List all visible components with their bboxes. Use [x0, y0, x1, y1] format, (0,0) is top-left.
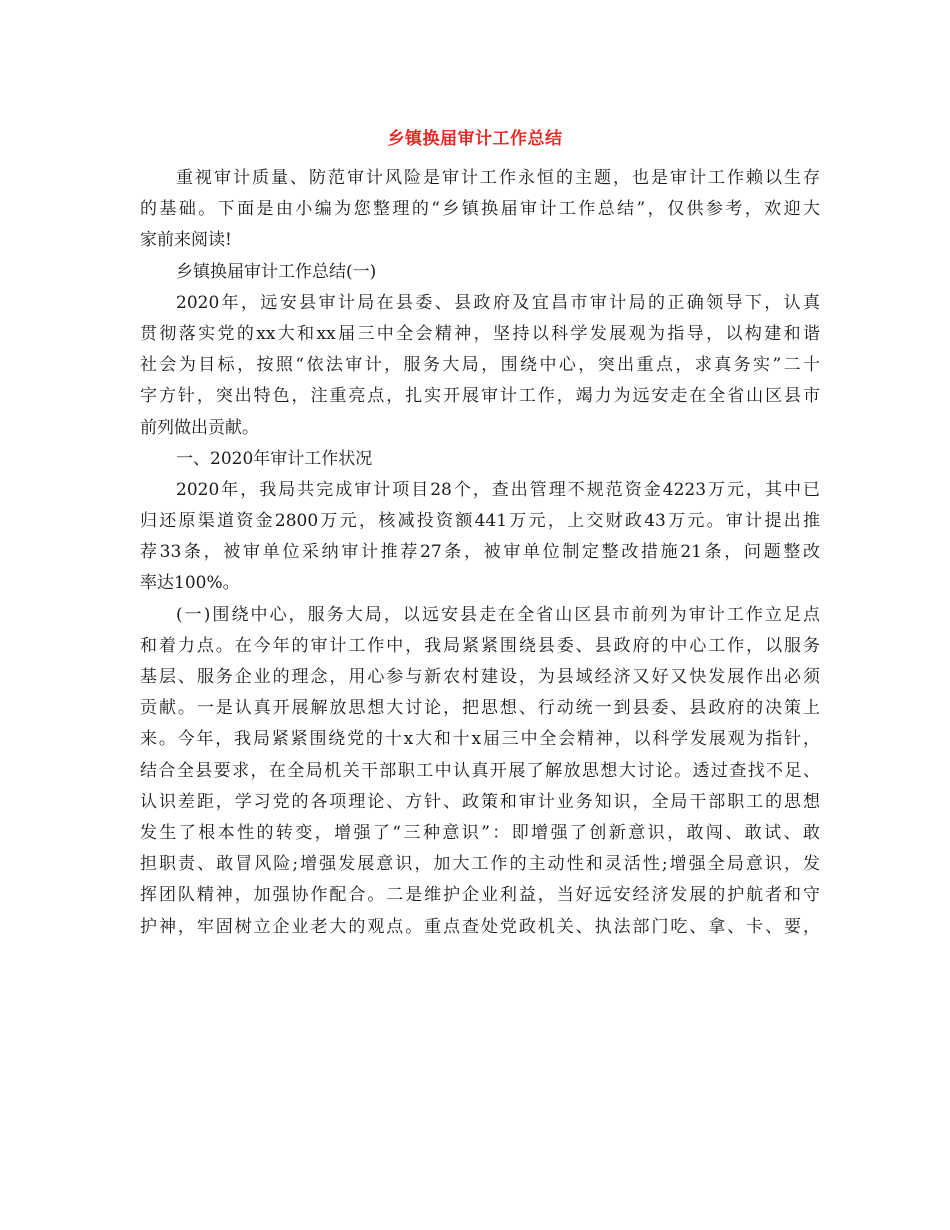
body-line: 荐33条，被审单位采纳审计推荐27条，被审单位制定整改措施21条，问题整改	[140, 542, 820, 563]
body-line: 前列做出贡献。	[140, 417, 259, 438]
body-line: 字方针，突出特色，注重亮点，扎实开展审计工作，竭力为远安走在全省山区县市	[140, 386, 820, 407]
body-line: 社会为目标，按照“依法审计，服务大局，围绕中心，突出重点，求真务实”二十	[140, 355, 820, 376]
body-line: 的基础。下面是由小编为您整理的“乡镇换届审计工作总结”，仅供参考，欢迎大	[140, 199, 820, 220]
body-line: 发生了根本性的转变，增强了“三种意识”：即增强了创新意识，敢闯、敢试、敢	[140, 822, 820, 843]
body-line: 基层、服务企业的理念，用心参与新农村建设，为县域经济又好又快发展作出必须	[140, 667, 820, 687]
body-line: 担职责、敢冒风险;增强发展意识，加大工作的主动性和灵活性;增强全局意识，发	[140, 854, 820, 875]
body-line: 率达100%。	[140, 573, 240, 594]
body-line: 2020年，远安县审计局在县委、县政府及宜昌市审计局的正确领导下，认真	[176, 292, 820, 313]
document-title: 乡镇换届审计工作总结	[387, 129, 563, 149]
body-line: 认识差距，学习党的各项理论、方针、政策和审计业务知识，全局干部职工的思想	[140, 791, 820, 812]
body-line: 2020年，我局共完成审计项目28个，查出管理不规范资金4223万元，其中已	[176, 479, 820, 500]
body-line: 来。今年，我局紧紧围绕党的十x大和十x届三中全会精神，以科学发展观为指针，	[140, 729, 820, 750]
body-line: 家前来阅读!	[140, 230, 232, 251]
body-line: (一)围绕中心，服务大局，以远安县走在全省山区县市前列为审计工作立足点	[176, 604, 820, 625]
body-line: 归还原渠道资金2800万元，核减投资额441万元，上交财政43万元。审计提出推	[140, 511, 820, 532]
body-line: 重视审计质量、防范审计风险是审计工作永恒的主题，也是审计工作赖以生存	[176, 168, 820, 188]
body-line: 和着力点。在今年的审计工作中，我局紧紧围绕县委、县政府的中心工作，以服务	[140, 635, 820, 656]
body-line: 贯彻落实党的xx大和xx届三中全会精神，坚持以科学发展观为指导，以构建和谐	[140, 323, 820, 344]
body-line: 乡镇换届审计工作总结(一)	[176, 261, 377, 282]
body-line: 贡献。一是认真开展解放思想大讨论，把思想、行动统一到县委、县政府的决策上	[140, 698, 820, 719]
body-line: 护神，牢固树立企业老大的观点。重点查处党政机关、执法部门吃、拿、卡、要，	[140, 916, 820, 937]
document-body	[140, 163, 820, 943]
body-line: 一、2020年审计工作状况	[176, 448, 373, 469]
body-line: 挥团队精神，加强协作配合。二是维护企业利益，当好远安经济发展的护航者和守	[140, 885, 820, 906]
body-line: 结合全县要求，在全局机关干部职工中认真开展了解放思想大讨论。透过查找不足、	[140, 760, 820, 781]
